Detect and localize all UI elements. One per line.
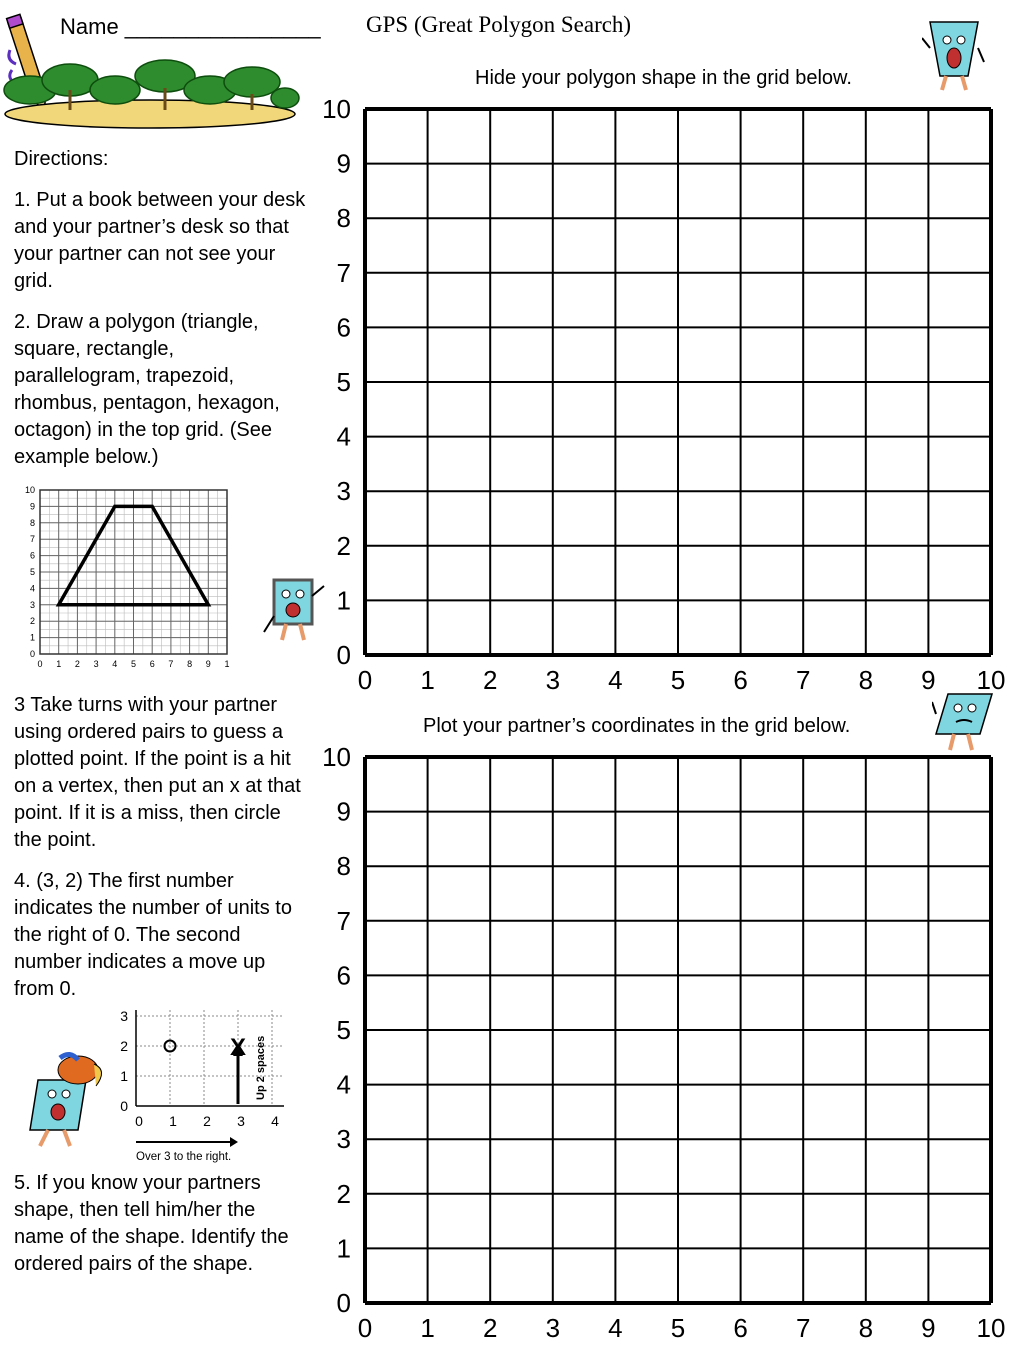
top-grid-y-tick-label: 1 <box>336 585 351 616</box>
name-field-label: Name ________________ <box>60 14 321 39</box>
top-grid-x-tick-label: 3 <box>545 665 561 695</box>
example-x-tick-label: 9 <box>205 659 211 669</box>
bottom-grid-x-tick-label: 8 <box>858 1313 874 1343</box>
bottom-grid-x-tick-label: 2 <box>482 1313 498 1343</box>
top-grid-y-tick-label: 10 <box>322 96 351 124</box>
top-grid-x-tick-label: 2 <box>482 665 498 695</box>
example-y-tick-label: 3 <box>29 599 35 610</box>
top-grid-y-tick-label: 5 <box>336 367 351 397</box>
top-grid-y-tick-label: 7 <box>336 257 351 288</box>
mini-x-tick-label: 1 <box>169 1113 177 1129</box>
example-x-tick-label: 7 <box>168 659 174 669</box>
bottom-grid-y-tick-label: 6 <box>336 960 351 991</box>
directions-lower <box>14 1170 306 1292</box>
trapezoid-character-icon <box>922 18 986 94</box>
direction-step-3: 3 Take turns with your partner using ordered pairs to guess a plotted point. If the point is a hit on a vertex, then put an x at that point. If it is a miss, then circle the point. <box>14 694 301 851</box>
top-grid-x-tick-label: 9 <box>921 665 936 695</box>
bottom-grid-caption: Plot your partner’s coordinates in the grid below. <box>423 715 851 737</box>
mini-x-tick-label: 2 <box>203 1113 211 1129</box>
bottom-grid-x-tick-label: 1 <box>420 1313 435 1343</box>
example-x-tick-label: 5 <box>130 659 137 669</box>
top-grid-y-tick-label: 8 <box>336 203 351 234</box>
example-x-tick-label: 4 <box>112 659 118 669</box>
over-right-label: Over 3 to the right. <box>136 1151 232 1163</box>
direction-step-4: 4. (3, 2) The first number indicates the number of units to the right of 0. The second number indicates a move up from 0. <box>14 870 292 1000</box>
page-title: GPS (Great Polygon Search) <box>366 12 632 37</box>
mini-y-tick-label: 0 <box>120 1098 128 1114</box>
bottom-grid-x-tick-label: 5 <box>670 1313 686 1343</box>
parrot-character-icon <box>26 1050 116 1150</box>
bottom-grid-x-tick-label: 4 <box>608 1313 623 1343</box>
top-grid-y-tick-label: 6 <box>336 312 351 343</box>
bottom-grid-y-tick-label: 3 <box>336 1124 351 1155</box>
example-y-tick-label: 6 <box>29 550 35 561</box>
bottom-grid-y-tick-label: 8 <box>336 851 351 882</box>
bottom-grid-y-tick-label: 4 <box>336 1069 351 1100</box>
example-y-tick-label: 0 <box>29 649 35 659</box>
direction-step-1: 1. Put a book between your desk and your partner’s desk so that your partner can not see your grid. <box>14 189 306 292</box>
mini-x-tick-label: 4 <box>271 1113 279 1129</box>
bottom-grid-y-tick-label: 5 <box>336 1015 351 1045</box>
bottom-grid-x-tick-label: 0 <box>357 1313 373 1343</box>
example-x-tick-label: 2 <box>74 659 80 669</box>
top-grid-x-tick-label: 10 <box>976 665 1006 695</box>
over-arrow-head <box>230 1137 238 1147</box>
example-y-tick-label: 9 <box>29 501 35 512</box>
mini-y-tick-label: 1 <box>120 1068 128 1084</box>
bottom-grid-y-tick-label: 9 <box>336 796 351 827</box>
bottom-grid-x-tick-label: 10 <box>976 1313 1006 1343</box>
top-grid-y-tick-label: 9 <box>336 148 351 179</box>
top-coordinate-grid[interactable] <box>310 96 1024 700</box>
bottom-grid-y-tick-label: 1 <box>336 1233 351 1264</box>
mini-y-tick-label: 2 <box>120 1038 128 1054</box>
top-grid-y-tick-label: 0 <box>336 640 351 670</box>
example-x-tick-label: 1 <box>56 659 62 669</box>
example-y-tick-label: 10 <box>24 485 35 495</box>
direction-step-2: 2. Draw a polygon (triangle, square, rectangle, parallelogram, trapezoid, rhombus, pentagon, hexagon, octagon) in the top grid. (See example below.) <box>14 311 280 468</box>
example-y-tick-label: 4 <box>29 583 35 594</box>
hit-x-marker: X <box>229 1034 247 1061</box>
top-grid-caption: Hide your polygon shape in the grid below. <box>475 67 852 89</box>
example-x-tick-label: 1 <box>224 659 230 669</box>
directions-upper <box>14 146 306 485</box>
mini-y-tick-label: 3 <box>120 1010 128 1024</box>
top-grid-x-tick-label: 0 <box>357 665 373 695</box>
bottom-grid-y-tick-label: 7 <box>336 905 351 936</box>
top-grid-x-tick-label: 5 <box>670 665 686 695</box>
bottom-grid-x-tick-label: 9 <box>921 1313 936 1343</box>
top-grid-y-tick-label: 4 <box>336 421 351 452</box>
top-grid-x-tick-label: 7 <box>795 665 811 695</box>
bottom-grid-x-tick-label: 6 <box>733 1313 748 1343</box>
ordered-pair-example <box>108 1010 298 1170</box>
top-grid-x-tick-label: 8 <box>858 665 874 695</box>
top-grid-x-tick-label: 1 <box>420 665 435 695</box>
example-x-tick-label: 0 <box>37 659 43 669</box>
example-y-tick-label: 1 <box>29 632 35 643</box>
example-x-tick-label: 6 <box>149 659 155 669</box>
direction-step-5: 5. If you know your partners shape, then tell him/her the name of the shape. Identify the ordered pairs of the shape. <box>14 1172 289 1275</box>
example-y-tick-label: 7 <box>29 534 35 545</box>
example-y-tick-label: 5 <box>29 567 35 577</box>
mini-x-tick-label: 3 <box>237 1113 245 1129</box>
top-grid-x-tick-label: 4 <box>608 665 623 695</box>
bottom-grid-x-tick-label: 3 <box>545 1313 561 1343</box>
directions-middle <box>14 692 306 1017</box>
directions-heading: Directions: <box>14 148 109 170</box>
bottom-grid-y-tick-label: 2 <box>336 1178 351 1209</box>
bottom-grid-x-tick-label: 7 <box>795 1313 811 1343</box>
bottom-grid-y-tick-label: 0 <box>336 1288 351 1318</box>
example-y-tick-label: 8 <box>29 517 35 528</box>
bottom-grid-y-tick-label: 10 <box>322 744 351 772</box>
top-grid-y-tick-label: 2 <box>336 530 351 561</box>
example-x-tick-label: 8 <box>187 659 193 669</box>
mini-x-tick-label: 0 <box>135 1113 143 1129</box>
top-grid-y-tick-label: 3 <box>336 476 351 507</box>
jungle-island-icon <box>0 50 300 132</box>
example-y-tick-label: 2 <box>29 616 35 627</box>
bottom-coordinate-grid[interactable] <box>310 744 1024 1348</box>
example-grid <box>20 484 236 670</box>
top-grid-x-tick-label: 6 <box>733 665 748 695</box>
up-spaces-label: Up 2 spaces <box>255 1035 267 1100</box>
example-x-tick-label: 3 <box>93 659 99 669</box>
